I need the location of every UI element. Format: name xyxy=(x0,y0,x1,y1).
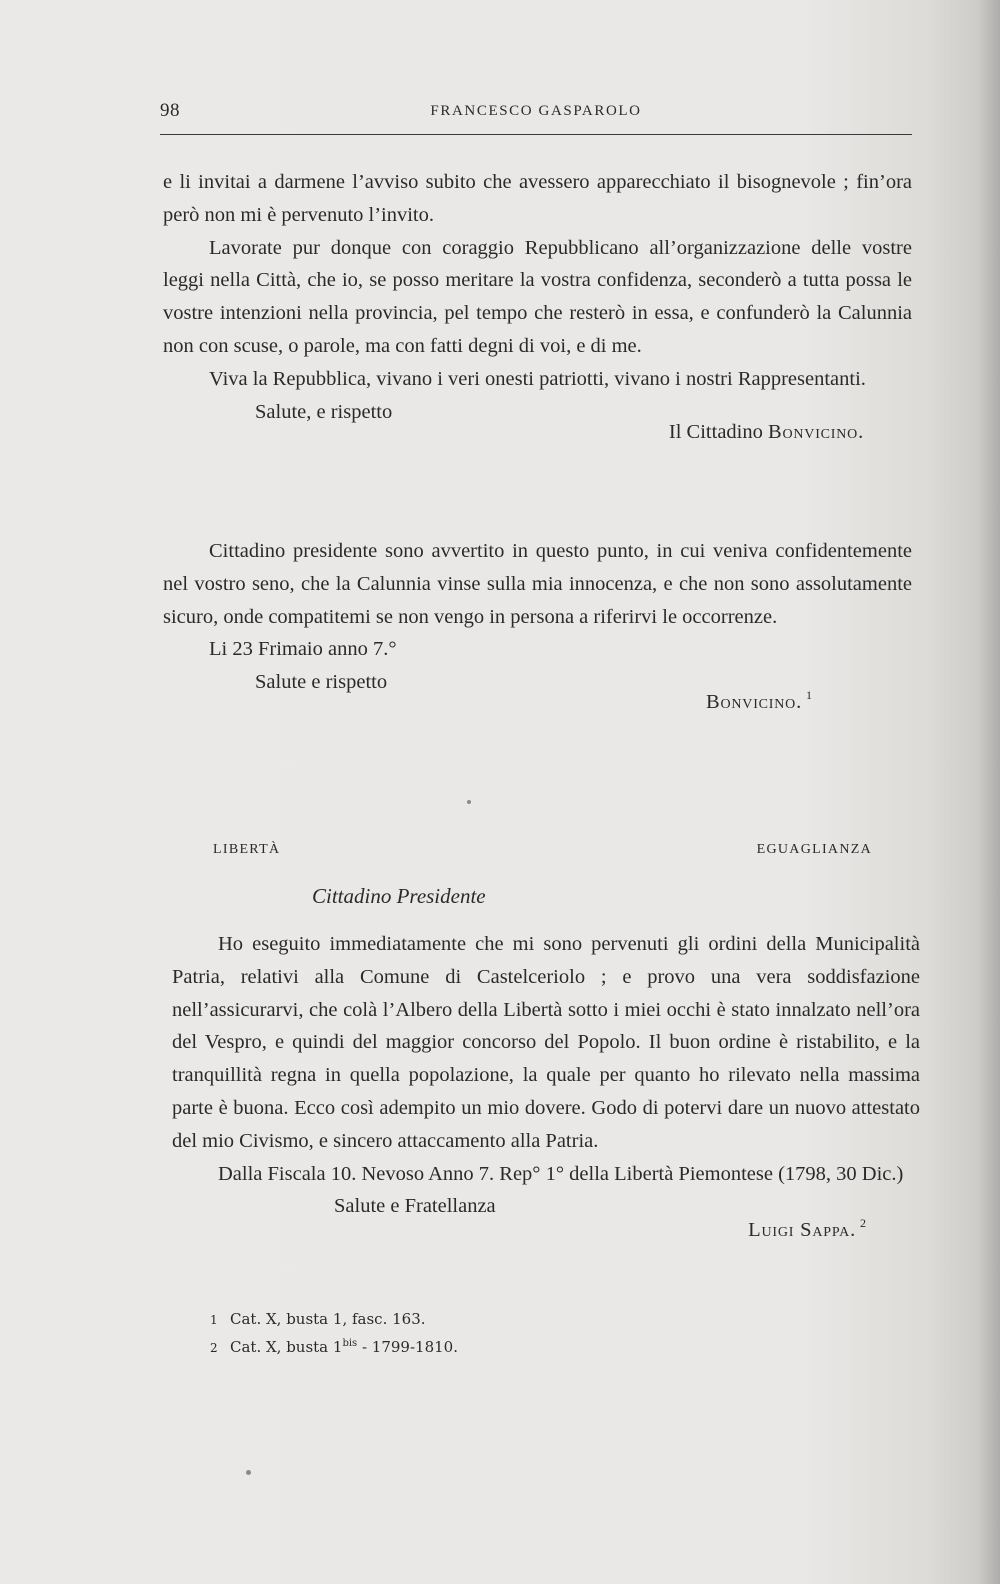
motto-eguaglianza: EGUAGLIANZA xyxy=(756,842,872,857)
footnote-ref: 2 xyxy=(860,1216,866,1231)
paragraph: Dalla Fiscala 10. Nevoso Anno 7. Rep° 1° della Libertà Piemontese (1798, 30 Dic.) xyxy=(218,1162,904,1185)
footnotes xyxy=(210,1308,458,1360)
page-gutter-shadow xyxy=(978,0,1000,1584)
signature-prefix: Il Cittadino xyxy=(668,421,763,444)
footnote xyxy=(210,1332,458,1360)
motto-liberta: LIBERTÀ xyxy=(213,842,281,857)
running-title: FRANCESCO GASPAROLO xyxy=(430,103,642,119)
footnote-number: 1 xyxy=(210,1313,218,1327)
paragraph: Cittadino presidente sono avvertito in questo punto, in cui veniva confidentemente nel vostro seno, che la Calunnia vinse sulla mia innocenza, e che non sono assolutamente sicuro, onde compatitemi se non vengo in persona a riferirvi le occorrenze. xyxy=(163,540,912,628)
letter-bonvicino-second xyxy=(163,535,912,719)
paragraph: Lavorate pur donque con coraggio Repubblicano all’organizzazione delle vostre leggi nella Città, che io, se posso meritare la vostra confidenza, seconderò a tutta possa le vostre intenzioni nella provincia, pel tempo che resterò in essa, e confunderò la Calunnia non con scuse, o parole, ma con fatti degni di voi, e di me. xyxy=(163,236,912,357)
footnote-text-end: - 1799-1810. xyxy=(357,1338,458,1356)
page-number: 98 xyxy=(160,100,180,121)
signature-name: Luigi Sappa. xyxy=(748,1219,856,1242)
footnote-text: Cat. X, busta 1 xyxy=(230,1338,343,1356)
signature xyxy=(172,1207,920,1247)
paragraph: e li invitai a darmene l’avviso subito che avessero apparecchiato il bisognevole ; fin’ora però non mi è pervenuto l’invito. xyxy=(163,171,912,226)
signature-name: Bonvicino. xyxy=(705,690,802,713)
letter-bonvicino-continuation xyxy=(163,166,912,449)
footnote-superscript: bis xyxy=(342,1338,358,1349)
letter-heading: Cittadino Presidente xyxy=(312,884,486,908)
paper-speck xyxy=(467,800,471,804)
signature-name: Bonvicino. xyxy=(767,421,864,444)
salutation: Salute e Fratellanza xyxy=(334,1195,496,1218)
footnote-text: Cat. X, busta 1, fasc. 163. xyxy=(230,1310,426,1328)
letter-date: Li 23 Frimaio anno 7.° xyxy=(209,638,397,661)
letter-sappa xyxy=(172,928,920,1247)
salutation: Salute, e rispetto xyxy=(255,400,393,423)
header-rule xyxy=(160,134,912,135)
paper-speck xyxy=(246,1470,251,1475)
footnote xyxy=(210,1308,458,1332)
paragraph: Viva la Repubblica, vivano i veri onesti patriotti, vivano i nostri Rappresentanti. xyxy=(209,367,866,390)
salutation: Salute e rispetto xyxy=(255,671,388,694)
footnote-ref: 1 xyxy=(806,687,812,702)
footnote-number: 2 xyxy=(210,1341,218,1355)
letter-mottos xyxy=(213,842,872,866)
paragraph: Ho eseguito immediatamente che mi sono pervenuti gli ordini della Municipalità Patria, relativi alla Comune di Castelceriolo ; e provo una vera soddisfazione nell’assicurarvi, che colà l’Albero della Libertà sotto i miei occhi è stato innalzato nell’ora del Vespro, e quindi del maggior concorso del Popolo. Il buon ordine è ristabilito, e la tranquillità regna in quella popolazione, la quale per quanto ho rilevato nella massima parte è buona. Ecco così adempito un mio dovere. Godo di potervi dare un nuovo attestato del mio Civismo, e sincero attaccamento alla Patria. xyxy=(172,933,920,1152)
